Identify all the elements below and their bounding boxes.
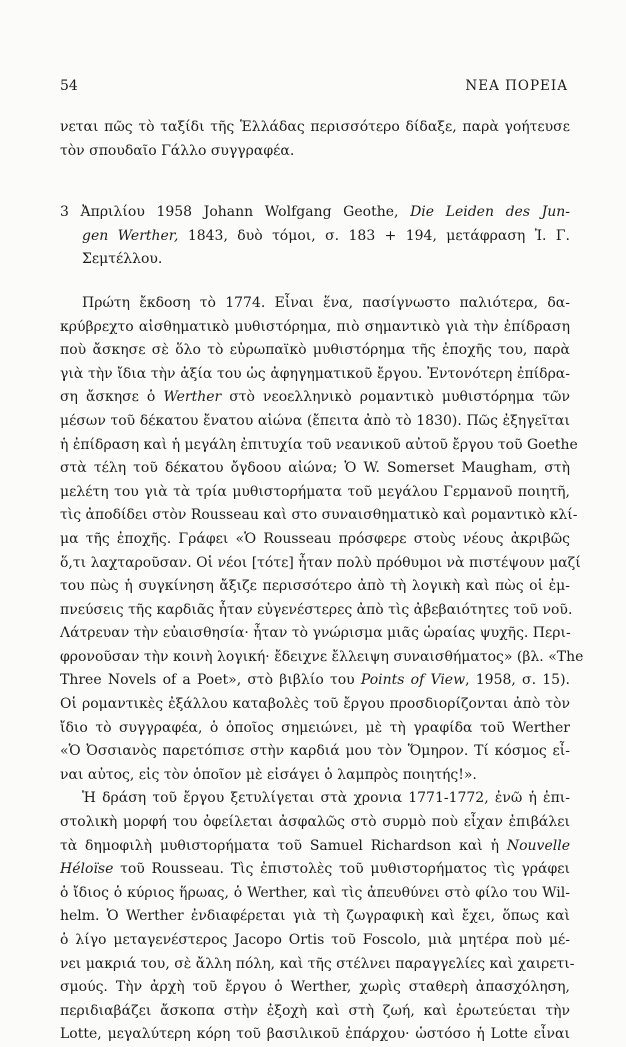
review-paragraph-1 <box>60 292 584 787</box>
text-line: στολικὴ μορφή του ὀφείλεται ἀσφαλῶς στὸ συρμὸ ποὺ εἶχαν ἐπιβάλει <box>60 814 570 831</box>
text-line: ὁ λίγο μεταγενέστερος Jacopo Ortis τοῦ Foscolo, μιὰ μητέρα ποὺ μέ- <box>60 932 570 948</box>
page-number: 54 <box>60 78 78 94</box>
entry-line <box>82 225 570 249</box>
text-line: πνεύσεις τῆς καρδιᾶς ἦταν εὐγενέστερες ἀπὸ τὶς ἀβεβαιότητες τοῦ νοῦ. <box>60 601 573 618</box>
text-line: Three Novels of a Poet», στὸ βιβλίο του Points of View, 1958, σ. 15). <box>60 672 570 689</box>
entry-translator: Σεμτέλλου. <box>82 251 163 268</box>
entry-line <box>82 248 570 272</box>
text-line: «Ὁ Ὀσσιανὸς παρετόπισε στὴν καρδιά μου τὸν Ὅμηρον. Τί κόσμος εἶ- <box>60 743 570 760</box>
running-title: ΝΕΑ ΠΟΡΕΙΑ <box>465 78 568 94</box>
text-line: κρύβρεχτο αἰσθηματικὸ μυθιστόρημα, πιὸ σημαντικὸ γιὰ τὴν ἐπίδραση <box>60 318 570 335</box>
text-line: ἴδιο τὸ συγγραφέα, ὁ ὁποῖος σημειώνει, μὲ τὴ γραφίδα τοῦ Werther <box>60 719 570 736</box>
page-header <box>60 78 568 94</box>
text-line: νεται πῶς τὸ ταξίδι τῆς Ἑλλάδας περισσότερο δίδαξε, παρὰ γοήτευσε <box>60 119 570 135</box>
entry-date: 3 Ἀπριλίου 1958 <box>60 204 193 221</box>
text-line: μέσων τοῦ δέκατου ἔνατου αἰώνα (ἔπειτα ἀπὸ τὸ 1830). Πῶς ἐξηγεῖται <box>60 412 570 429</box>
text-line: μα τῆς ἐποχῆς. Γράφει «Ὁ Rousseau πρόσφερε στοὺς νέους ἀκριβῶς <box>60 530 570 547</box>
entry-title-cont: gen Werther, <box>82 227 179 244</box>
text-line: τὶς ἀποδίδει στὸν Rousseau καὶ στο συναισθηματικὸ καὶ ρομαντικὸ κλί- <box>60 507 578 524</box>
text-line: ὁ ἴδιος ὁ κύριος ἥρωας, ὁ Werther, καὶ τὶς ἀπευθύνει στὸ φίλο του Wil- <box>60 884 570 901</box>
intro-paragraph <box>60 116 570 163</box>
text-line: ποὺ ἄσκησε σὲ ὅλο τὸ εὐρωπαϊκὸ μυθιστόρημα τῆς ἐποχῆς του, παρὰ <box>60 342 570 359</box>
text-line: ἡ ἐπίδραση καὶ ἡ μεγάλη ἐπιτυχία τοῦ νεανικοῦ αὐτοῦ ἔργου τοῦ Goethe <box>60 436 578 453</box>
entry-title: Die Leiden des Jun- <box>410 204 570 221</box>
entry-author: Johann Wolfgang Geothe, <box>203 204 399 221</box>
text-line: Héloïse τοῦ Rousseau. Τὶς ἐπιστολὲς τοῦ μυθιστορήματος τὶς γράφει <box>60 861 570 878</box>
page-body <box>60 116 584 1047</box>
text-line: στὰ τέλη τοῦ δέκατου ὄγδοου αἰώνα; Ὁ W. Somerset Maugham, στὴ <box>60 460 570 477</box>
text-line: ση ἄσκησε ὁ Werther στὸ νεοελληνικὸ ρομαντικὸ μυθιστόρημα τῶν <box>60 389 570 406</box>
text-line: ὅ,τι λαχταροῦσαν. Οἱ νέοι [τότε] ἦταν πολὺ πρόθυμοι νὰ πιστέψουν μαζί <box>60 554 581 571</box>
text-line: φρονοῦσαν τὴν κοινὴ λογική· ἔδειχνε ἔλλειψη συναισθήματος» (βλ. «The <box>60 648 584 665</box>
text-line: Λάτρευαν τὴν εὐαισθησία· ἦταν τὸ γνώρισμα μιᾶς ὡραίας ψυχῆς. Περι- <box>60 625 571 642</box>
text-line: Ἡ δράση τοῦ ἔργου ξετυλίγεται στὰ χρονια 1771-1772, ἐνῶ ἡ ἐπι- <box>82 790 570 807</box>
text-line: σμούς. Τὴν ἀρχὴ τοῦ ἔργου ὁ Werther, χωρὶς σταθερὴ ἀπασχόληση, <box>60 979 570 996</box>
text-line: νει μακριά του, σὲ ἄλλη πόλη, καὶ τῆς στέλνει παραγγελίες καὶ χαιρετι- <box>60 955 575 972</box>
text-line: ναι αὐτος, εἰς τὸν ὁποῖον μὲ εἰσάγει ὁ λαμπρὸς ποιητής!». <box>60 766 477 783</box>
text-line: μελέτη του γιὰ τὰ τρία μυθιστορήματα τοῦ μεγάλου Γερμανοῦ ποιητῆ, <box>60 483 570 500</box>
text-line: helm. Ὁ Werther ἐνδιαφέρεται γιὰ τὴ ζωγραφικὴ καὶ ἔχει, ὅπως καὶ <box>60 908 570 925</box>
text-line: Lotte, μεγαλύτερη κόρη τοῦ βασιλικοῦ ἐπάρχου· ὡστόσο ἡ Lotte εἶναι <box>60 1026 570 1043</box>
text-line: Πρώτη ἔκδοση τὸ 1774. Εἶναι ἕνα, πασίγνωστο παλιότερα, δα- <box>82 294 570 311</box>
review-paragraph-2 <box>60 787 575 1047</box>
text-line: Οἱ ρομαντικὲς ἐξάλλου καταβολὲς τοῦ ἔργου προσδιορίζονται ἀπὸ τὸν <box>60 696 570 713</box>
entry-details: 1843, δυὸ τόμοι, σ. 183 + 194, μετάφραση Ἰ. Γ. <box>187 227 570 244</box>
text-line: τὰ δημοφιλὴ μυθιστορήματα τοῦ Samuel Richardson καὶ ἡ Nouvelle <box>60 837 570 854</box>
text-line: του πὼς ἡ συγκίνηση ἄξιζε περισσότερο ἀπὸ τὴ λογικὴ καὶ πὼς οἱ ἐμ- <box>60 578 570 595</box>
entry-line <box>60 201 570 225</box>
text-line: τὸν σπουδαῖο Γάλλο συγγραφέα. <box>60 142 295 159</box>
text-line: περιδιαβάζει ἄσκοπα στὴν ἐξοχὴ καὶ στὴ ζωή, καὶ ἐρωτεύεται τὴν <box>60 1002 570 1019</box>
book-entry <box>60 201 570 272</box>
text-line: γιὰ τὴν ἴδια τὴν ἀξία του ὡς ἀφηγηματικοῦ ἔργου. Ἐντονότερη ἐπίδρα- <box>60 365 570 382</box>
